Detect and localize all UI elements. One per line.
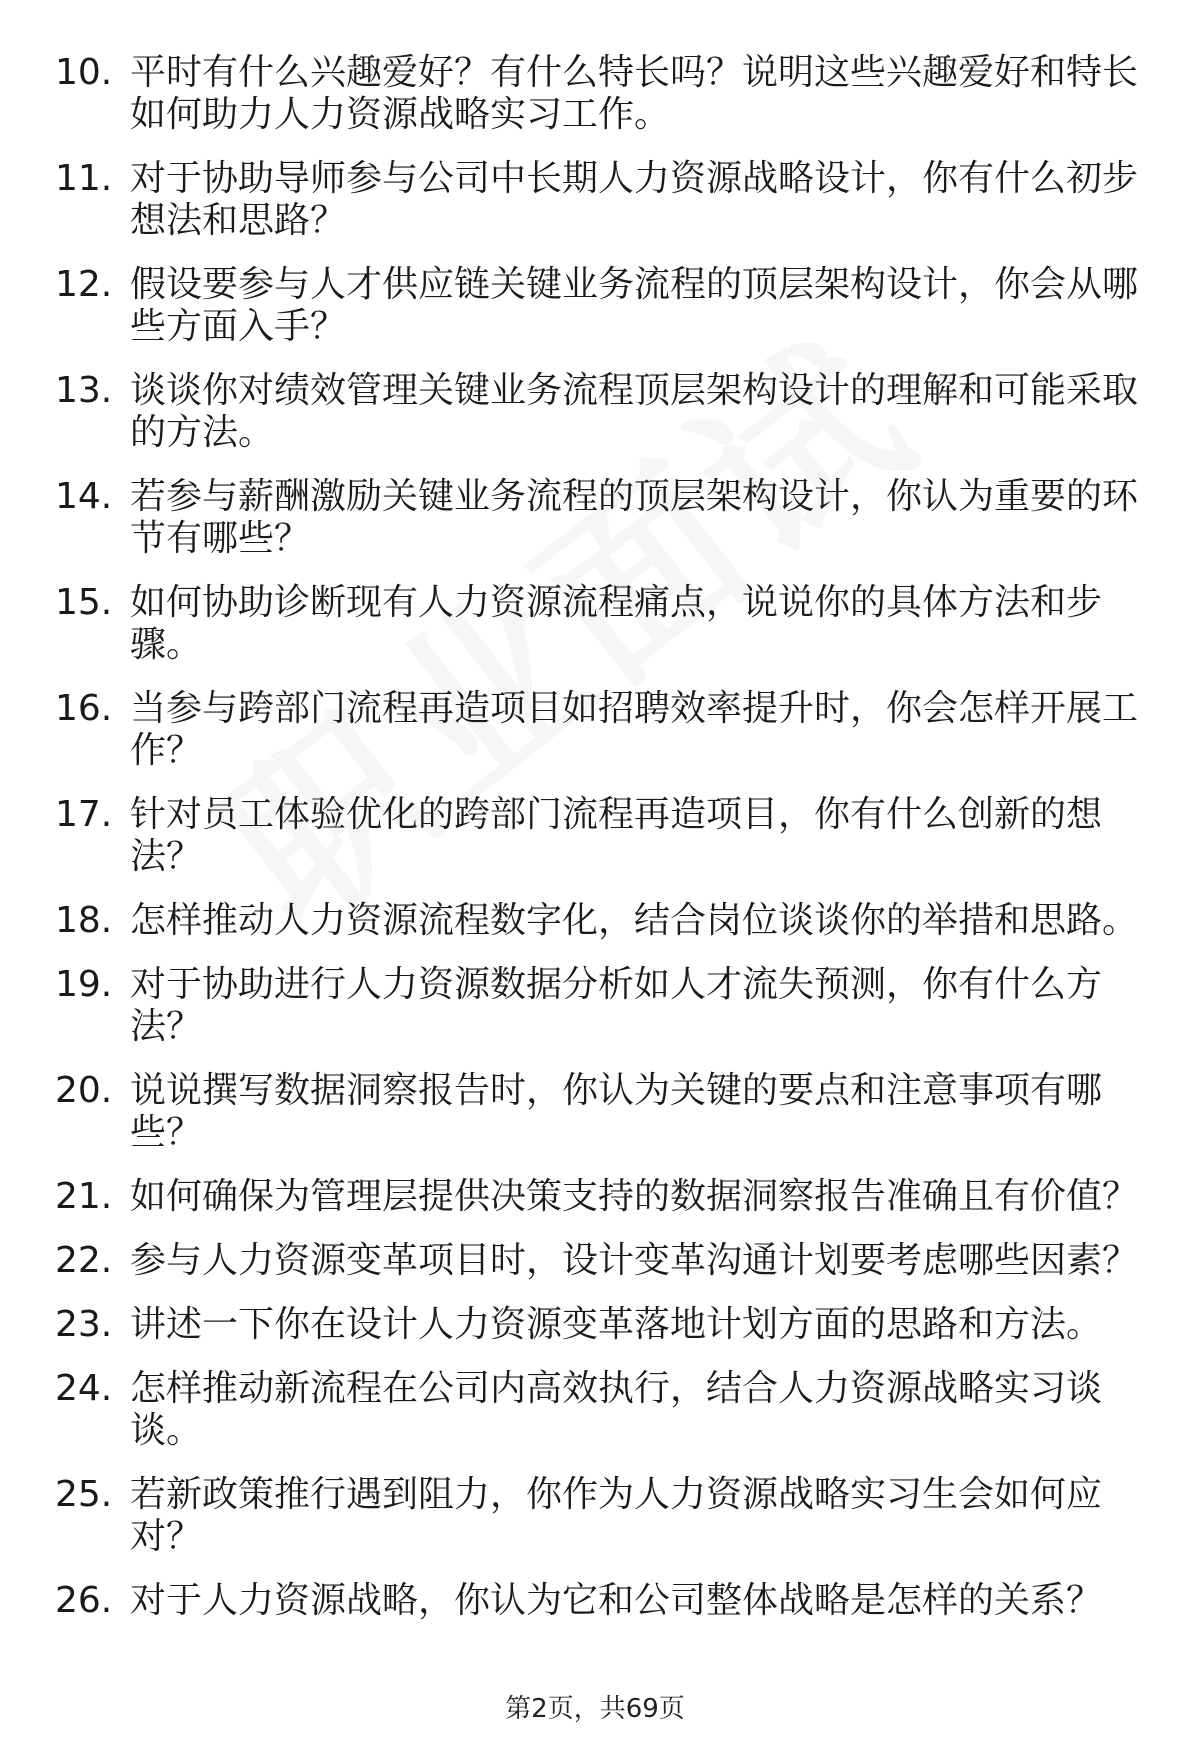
question-text: 谈谈你对绩效管理关键业务流程顶层架构设计的理解和可能采取的方法。 — [130, 370, 1139, 453]
question-text: 如何确保为管理层提供决策支持的数据洞察报告准确且有价值？ — [130, 1176, 1139, 1217]
question-text: 说说撰写数据洞察报告时，你认为关键的要点和注意事项有哪些？ — [130, 1070, 1103, 1153]
question-item — [55, 582, 1155, 666]
question-text: 怎样推动人力资源流程数字化，结合岗位谈谈你的举措和思路。 — [130, 900, 1139, 941]
question-number: 26. — [55, 1580, 113, 1621]
question-number: 17. — [55, 794, 113, 835]
question-number: 24. — [55, 1368, 113, 1409]
question-text: 对于人力资源战略，你认为它和公司整体战略是怎样的关系？ — [130, 1580, 1103, 1621]
question-text: 讲述一下你在设计人力资源变革落地计划方面的思路和方法。 — [130, 1304, 1103, 1345]
question-number: 13. — [55, 370, 113, 411]
question-number: 15. — [55, 582, 113, 623]
question-item — [55, 1070, 1155, 1154]
question-number: 11. — [55, 158, 113, 199]
question-text: 平时有什么兴趣爱好？有什么特长吗？说明这些兴趣爱好和特长如何助力人力资源战略实习工作。 — [130, 52, 1139, 135]
question-text: 假设要参与人才供应链关键业务流程的顶层架构设计，你会从哪些方面入手？ — [130, 264, 1139, 347]
question-number: 18. — [55, 900, 113, 941]
question-item — [55, 1304, 1155, 1346]
question-number: 23. — [55, 1304, 113, 1345]
question-item — [55, 52, 1155, 136]
question-item — [55, 476, 1155, 560]
question-item — [55, 1240, 1155, 1282]
question-text: 对于协助进行人力资源数据分析如人才流失预测，你有什么方法？ — [130, 964, 1103, 1047]
question-text: 参与人力资源变革项目时，设计变革沟通计划要考虑哪些因素？ — [130, 1240, 1139, 1281]
question-item — [55, 1474, 1155, 1558]
question-text: 对于协助导师参与公司中长期人力资源战略设计，你有什么初步想法和思路？ — [130, 158, 1139, 241]
question-number: 21. — [55, 1176, 113, 1217]
question-item — [55, 1368, 1155, 1452]
question-number: 12. — [55, 264, 113, 305]
question-number: 16. — [55, 688, 113, 729]
question-item — [55, 1176, 1155, 1218]
question-text: 若新政策推行遇到阻力，你作为人力资源战略实习生会如何应对？ — [130, 1474, 1103, 1557]
question-text: 怎样推动新流程在公司内高效执行，结合人力资源战略实习谈谈。 — [130, 1368, 1103, 1451]
question-item — [55, 794, 1155, 878]
question-item — [55, 1580, 1155, 1622]
question-number: 19. — [55, 964, 113, 1005]
question-number: 14. — [55, 476, 113, 517]
question-item — [55, 964, 1155, 1048]
page-number: 第2页，共69页 — [505, 1694, 685, 1724]
question-text: 针对员工体验优化的跨部门流程再造项目，你有什么创新的想法？ — [130, 794, 1103, 877]
question-number: 25. — [55, 1474, 113, 1515]
question-item — [55, 900, 1155, 942]
question-text: 当参与跨部门流程再造项目如招聘效率提升时，你会怎样开展工作？ — [130, 688, 1139, 771]
question-item — [55, 688, 1155, 772]
question-number: 10. — [55, 52, 113, 93]
question-item — [55, 370, 1155, 454]
question-text: 如何协助诊断现有人力资源流程痛点，说说你的具体方法和步骤。 — [130, 582, 1103, 665]
question-number: 22. — [55, 1240, 113, 1281]
question-item — [55, 264, 1155, 348]
question-number: 20. — [55, 1070, 113, 1111]
question-item — [55, 158, 1155, 242]
question-list — [55, 52, 1155, 1644]
question-text: 若参与薪酬激励关键业务流程的顶层架构设计，你认为重要的环节有哪些？ — [130, 476, 1139, 559]
